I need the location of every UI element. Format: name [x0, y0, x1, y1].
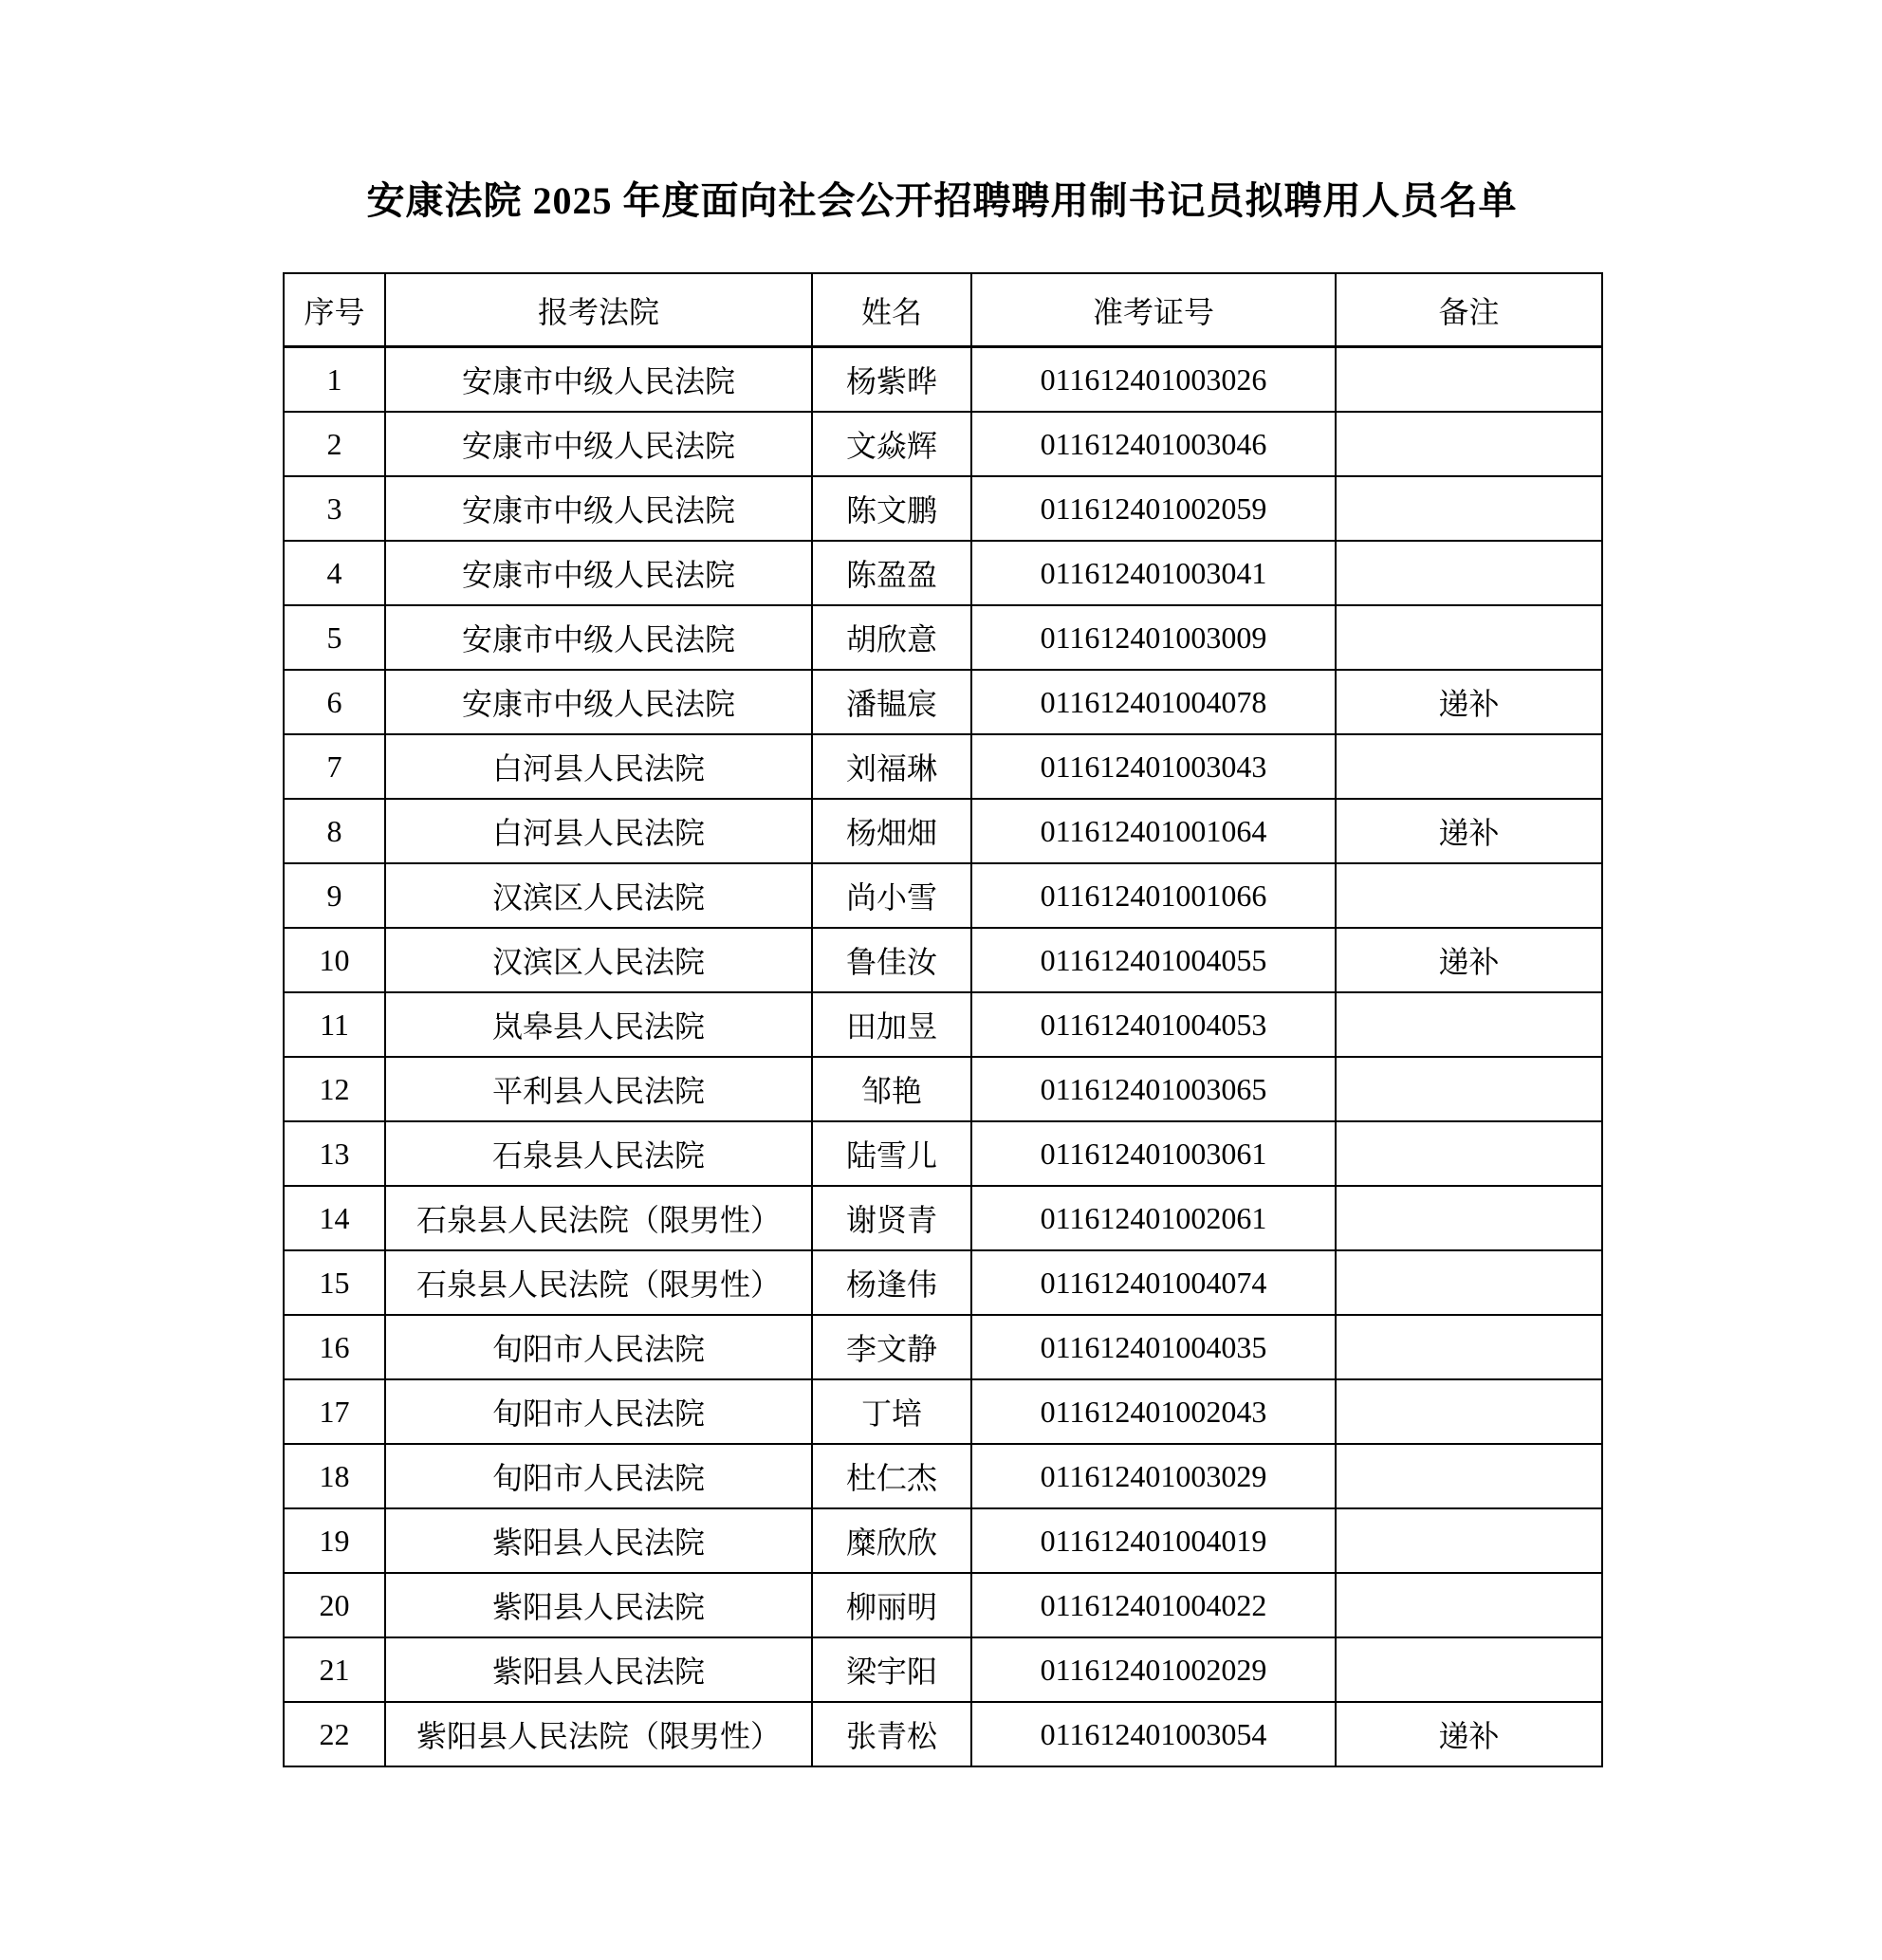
court-cell: 石泉县人民法院 [385, 1121, 812, 1186]
name-cell: 邹艳 [812, 1057, 971, 1121]
index-cell: 22 [284, 1702, 385, 1766]
ticket-cell: 011612401002061 [971, 1186, 1336, 1250]
table-row [284, 1250, 1602, 1315]
name-cell: 文焱辉 [812, 412, 971, 476]
name-cell: 陆雪儿 [812, 1121, 971, 1186]
ticket-cell: 011612401003046 [971, 412, 1336, 476]
table-row [284, 412, 1602, 476]
remark-cell [1336, 1379, 1602, 1444]
ticket-cell: 011612401004078 [971, 670, 1336, 734]
personnel-roster-table [283, 272, 1603, 1767]
index-cell: 15 [284, 1250, 385, 1315]
index-cell: 20 [284, 1573, 385, 1637]
index-cell: 17 [284, 1379, 385, 1444]
court-cell: 安康市中级人民法院 [385, 412, 812, 476]
court-cell: 石泉县人民法院（限男性） [385, 1250, 812, 1315]
table-row [284, 1573, 1602, 1637]
court-cell: 安康市中级人民法院 [385, 605, 812, 670]
remark-cell: 递补 [1336, 928, 1602, 992]
remark-cell [1336, 347, 1602, 413]
court-cell: 安康市中级人民法院 [385, 476, 812, 541]
remark-cell [1336, 1057, 1602, 1121]
table-row [284, 799, 1602, 863]
table-row [284, 1315, 1602, 1379]
remark-cell [1336, 1121, 1602, 1186]
court-cell: 汉滨区人民法院 [385, 928, 812, 992]
name-cell: 鲁佳汝 [812, 928, 971, 992]
name-cell: 杨紫晔 [812, 347, 971, 413]
remark-cell [1336, 1186, 1602, 1250]
ticket-cell: 011612401003043 [971, 734, 1336, 799]
name-cell: 柳丽明 [812, 1573, 971, 1637]
name-cell: 胡欣意 [812, 605, 971, 670]
court-cell: 汉滨区人民法院 [385, 863, 812, 928]
index-cell: 8 [284, 799, 385, 863]
ticket-cell: 011612401001064 [971, 799, 1336, 863]
ticket-cell: 011612401004019 [971, 1508, 1336, 1573]
table-row [284, 992, 1602, 1057]
name-cell: 田加昱 [812, 992, 971, 1057]
remark-cell [1336, 863, 1602, 928]
table-row [284, 1444, 1602, 1508]
remark-cell [1336, 412, 1602, 476]
index-cell: 13 [284, 1121, 385, 1186]
index-cell: 11 [284, 992, 385, 1057]
name-cell: 糜欣欣 [812, 1508, 971, 1573]
index-cell: 9 [284, 863, 385, 928]
index-cell: 14 [284, 1186, 385, 1250]
index-cell: 18 [284, 1444, 385, 1508]
table-row [284, 541, 1602, 605]
table-row [284, 670, 1602, 734]
remark-cell: 递补 [1336, 1702, 1602, 1766]
remark-cell [1336, 1315, 1602, 1379]
table-row [284, 734, 1602, 799]
col-header-court: 报考法院 [385, 273, 812, 347]
name-cell: 尚小雪 [812, 863, 971, 928]
ticket-cell: 011612401004035 [971, 1315, 1336, 1379]
court-cell: 岚皋县人民法院 [385, 992, 812, 1057]
name-cell: 谢贤青 [812, 1186, 971, 1250]
table-row [284, 605, 1602, 670]
court-cell: 平利县人民法院 [385, 1057, 812, 1121]
index-cell: 7 [284, 734, 385, 799]
col-header-ticket: 准考证号 [971, 273, 1336, 347]
table-row [284, 863, 1602, 928]
table-row [284, 1057, 1602, 1121]
remark-cell [1336, 541, 1602, 605]
court-cell: 白河县人民法院 [385, 734, 812, 799]
ticket-cell: 011612401004022 [971, 1573, 1336, 1637]
name-cell: 李文静 [812, 1315, 971, 1379]
ticket-cell: 011612401002059 [971, 476, 1336, 541]
name-cell: 潘韫宸 [812, 670, 971, 734]
court-cell: 紫阳县人民法院 [385, 1508, 812, 1573]
court-cell: 紫阳县人民法院（限男性） [385, 1702, 812, 1766]
ticket-cell: 011612401003061 [971, 1121, 1336, 1186]
name-cell: 杨畑畑 [812, 799, 971, 863]
remark-cell [1336, 1444, 1602, 1508]
table-row [284, 1121, 1602, 1186]
name-cell: 丁培 [812, 1379, 971, 1444]
ticket-cell: 011612401001066 [971, 863, 1336, 928]
name-cell: 张青松 [812, 1702, 971, 1766]
index-cell: 16 [284, 1315, 385, 1379]
ticket-cell: 011612401004053 [971, 992, 1336, 1057]
table-row [284, 1637, 1602, 1702]
remark-cell [1336, 734, 1602, 799]
index-cell: 19 [284, 1508, 385, 1573]
index-cell: 2 [284, 412, 385, 476]
ticket-cell: 011612401002029 [971, 1637, 1336, 1702]
remark-cell [1336, 1508, 1602, 1573]
court-cell: 紫阳县人民法院 [385, 1573, 812, 1637]
col-header-name: 姓名 [812, 273, 971, 347]
court-cell: 旬阳市人民法院 [385, 1315, 812, 1379]
index-cell: 1 [284, 347, 385, 413]
index-cell: 4 [284, 541, 385, 605]
table-row [284, 1186, 1602, 1250]
ticket-cell: 011612401004074 [971, 1250, 1336, 1315]
remark-cell: 递补 [1336, 799, 1602, 863]
table-row [284, 1508, 1602, 1573]
court-cell: 旬阳市人民法院 [385, 1444, 812, 1508]
remark-cell [1336, 992, 1602, 1057]
ticket-cell: 011612401003054 [971, 1702, 1336, 1766]
court-cell: 安康市中级人民法院 [385, 541, 812, 605]
ticket-cell: 011612401002043 [971, 1379, 1336, 1444]
header-row [284, 273, 1602, 347]
ticket-cell: 011612401003026 [971, 347, 1336, 413]
court-cell: 安康市中级人民法院 [385, 670, 812, 734]
name-cell: 杨逢伟 [812, 1250, 971, 1315]
remark-cell [1336, 1250, 1602, 1315]
court-cell: 石泉县人民法院（限男性） [385, 1186, 812, 1250]
document-title: 安康法院 2025 年度面向社会公开招聘聘用制书记员拟聘用人员名单 [366, 179, 1518, 222]
court-cell: 旬阳市人民法院 [385, 1379, 812, 1444]
name-cell: 杜仁杰 [812, 1444, 971, 1508]
remark-cell [1336, 476, 1602, 541]
index-cell: 3 [284, 476, 385, 541]
index-cell: 21 [284, 1637, 385, 1702]
index-cell: 6 [284, 670, 385, 734]
name-cell: 刘福琳 [812, 734, 971, 799]
table-row [284, 347, 1602, 413]
ticket-cell: 011612401004055 [971, 928, 1336, 992]
index-cell: 10 [284, 928, 385, 992]
col-header-index: 序号 [284, 273, 385, 347]
remark-cell: 递补 [1336, 670, 1602, 734]
table-row [284, 476, 1602, 541]
table-body [284, 347, 1602, 1767]
ticket-cell: 011612401003009 [971, 605, 1336, 670]
court-cell: 白河县人民法院 [385, 799, 812, 863]
table-row [284, 1379, 1602, 1444]
index-cell: 12 [284, 1057, 385, 1121]
ticket-cell: 011612401003065 [971, 1057, 1336, 1121]
name-cell: 陈文鹏 [812, 476, 971, 541]
court-cell: 安康市中级人民法院 [385, 347, 812, 413]
remark-cell [1336, 1637, 1602, 1702]
table-row [284, 928, 1602, 992]
remark-cell [1336, 1573, 1602, 1637]
court-cell: 紫阳县人民法院 [385, 1637, 812, 1702]
index-cell: 5 [284, 605, 385, 670]
remark-cell [1336, 605, 1602, 670]
table-row [284, 1702, 1602, 1766]
ticket-cell: 011612401003041 [971, 541, 1336, 605]
ticket-cell: 011612401003029 [971, 1444, 1336, 1508]
name-cell: 陈盈盈 [812, 541, 971, 605]
name-cell: 梁宇阳 [812, 1637, 971, 1702]
col-header-remark: 备注 [1336, 273, 1602, 347]
